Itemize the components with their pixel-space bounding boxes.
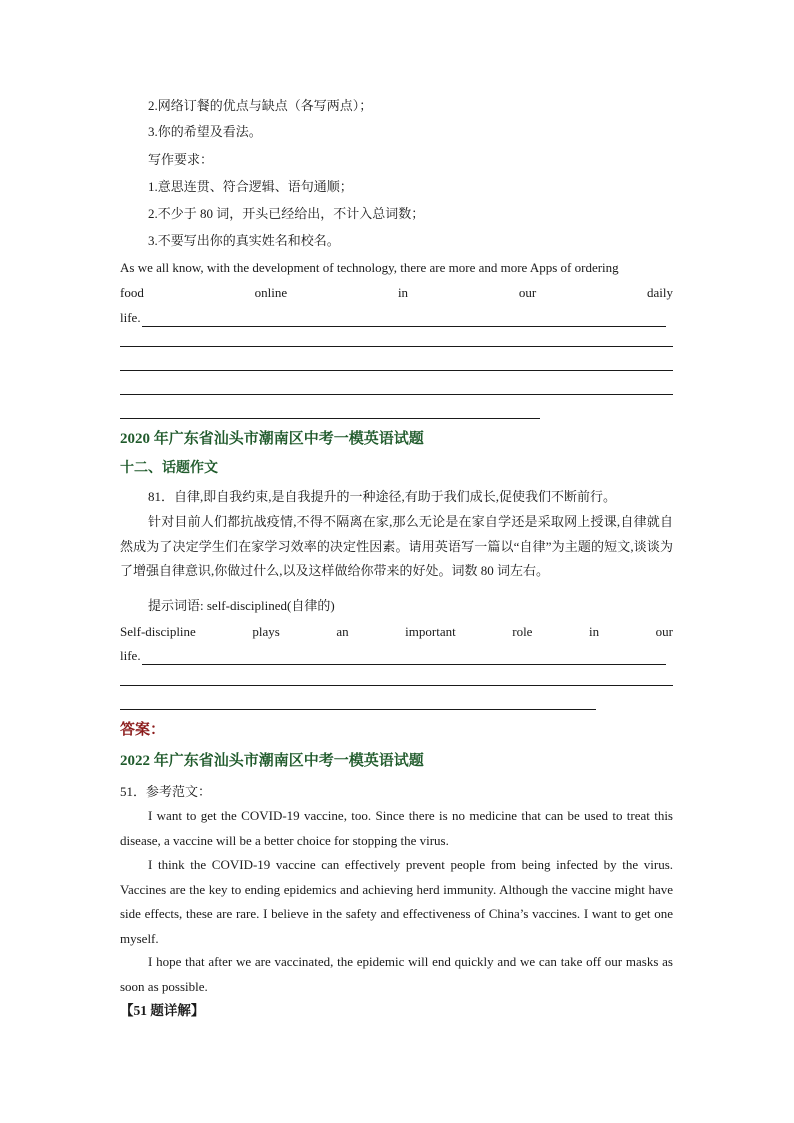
starter-word: daily — [647, 285, 673, 300]
essay-answer-line — [120, 309, 666, 327]
starter-word: Self-discipline — [120, 624, 196, 639]
starter-word: our — [518, 285, 537, 300]
requirement-item: 2.网络订餐的优点与缺点（各写两点）； — [148, 98, 373, 113]
starter-word: in — [588, 624, 600, 639]
starter-word: our — [655, 624, 673, 639]
starter-word: food — [120, 285, 144, 300]
blank-writing-line — [120, 709, 596, 710]
starter-word: online — [254, 285, 288, 300]
answer-label: 答案： — [120, 722, 166, 738]
essay-answer-line — [120, 647, 666, 665]
writing-requirements-label: 写作要求： — [148, 152, 214, 167]
requirement-item: 3.你的希望及看法。 — [148, 124, 262, 139]
essay-paragraph: I think the COVID-19 vaccine can effectively prevent people from being infected by the virus. Vaccines are the key to ending epidemics and achieving herd immunity. Although the vaccine might have side effects, these are rare. I believe in the safety and effectiveness of China’s vaccines. I want to get one myself. — [120, 857, 673, 946]
essay-starter-line: As we all know, with the development of technology, there are more and more Apps of ordering — [120, 260, 619, 275]
starter-end: life. — [120, 648, 141, 663]
prompt-hint: 提示词语: self-disciplined(自律的) — [148, 598, 335, 613]
detail-label: 【51 题详解】 — [120, 1003, 205, 1018]
blank-writing-line — [120, 394, 673, 395]
blank-line — [142, 651, 666, 665]
blank-writing-line — [120, 370, 673, 371]
starter-end: life. — [120, 310, 141, 325]
blank-line — [142, 313, 666, 327]
exam-title: 2022 年广东省汕头市潮南区中考一模英语试题 — [120, 753, 424, 769]
prompt-line: 81．自律,即自我约束,是自我提升的一种途径,有助于我们成长,促使我们不断前行。 — [148, 489, 617, 504]
starter-word: role — [512, 624, 533, 639]
starter-word: plays — [252, 624, 280, 639]
section-heading: 十二、话题作文 — [120, 461, 218, 476]
essay-paragraph: I want to get the COVID-19 vaccine, too. Since there is no medicine that can be used to treat this disease, a vaccine will be a better choice for stopping the virus. — [120, 808, 673, 848]
essay-paragraph: I hope that after we are vaccinated, the epidemic will end quickly and we can take off our masks as soon as possible. — [120, 954, 673, 994]
essay-starter-justified-line — [120, 284, 673, 302]
blank-writing-line — [120, 346, 673, 347]
starter-word: in — [397, 285, 409, 300]
prompt-paragraph: 针对目前人们都抗战疫情,不得不隔离在家,那么无论是在家自学还是采取网上授课,自律就自然成为了决定学生们在家学习效率的决定性因素。请用英语写一篇以“自律”为主题的短文,谈谈为了增强自律意识,你做过什么,以及这样做给你带来的好处。词数 80 词左右。 — [120, 514, 673, 578]
starter-word: an — [336, 624, 349, 639]
blank-writing-line — [120, 685, 673, 686]
requirement-item: 2.不少于 80 词，开头已经给出，不计入总词数； — [148, 206, 425, 221]
exam-title: 2020 年广东省汕头市潮南区中考一模英语试题 — [120, 431, 424, 447]
requirement-item: 3.不要写出你的真实姓名和校名。 — [148, 233, 340, 248]
requirement-item: 1.意思连贯、符合逻辑、语句通顺； — [148, 179, 353, 194]
question-label: 51．参考范文： — [120, 784, 212, 799]
essay-starter-justified-line — [120, 623, 673, 641]
starter-word: important — [405, 624, 456, 639]
blank-writing-line — [120, 418, 540, 419]
